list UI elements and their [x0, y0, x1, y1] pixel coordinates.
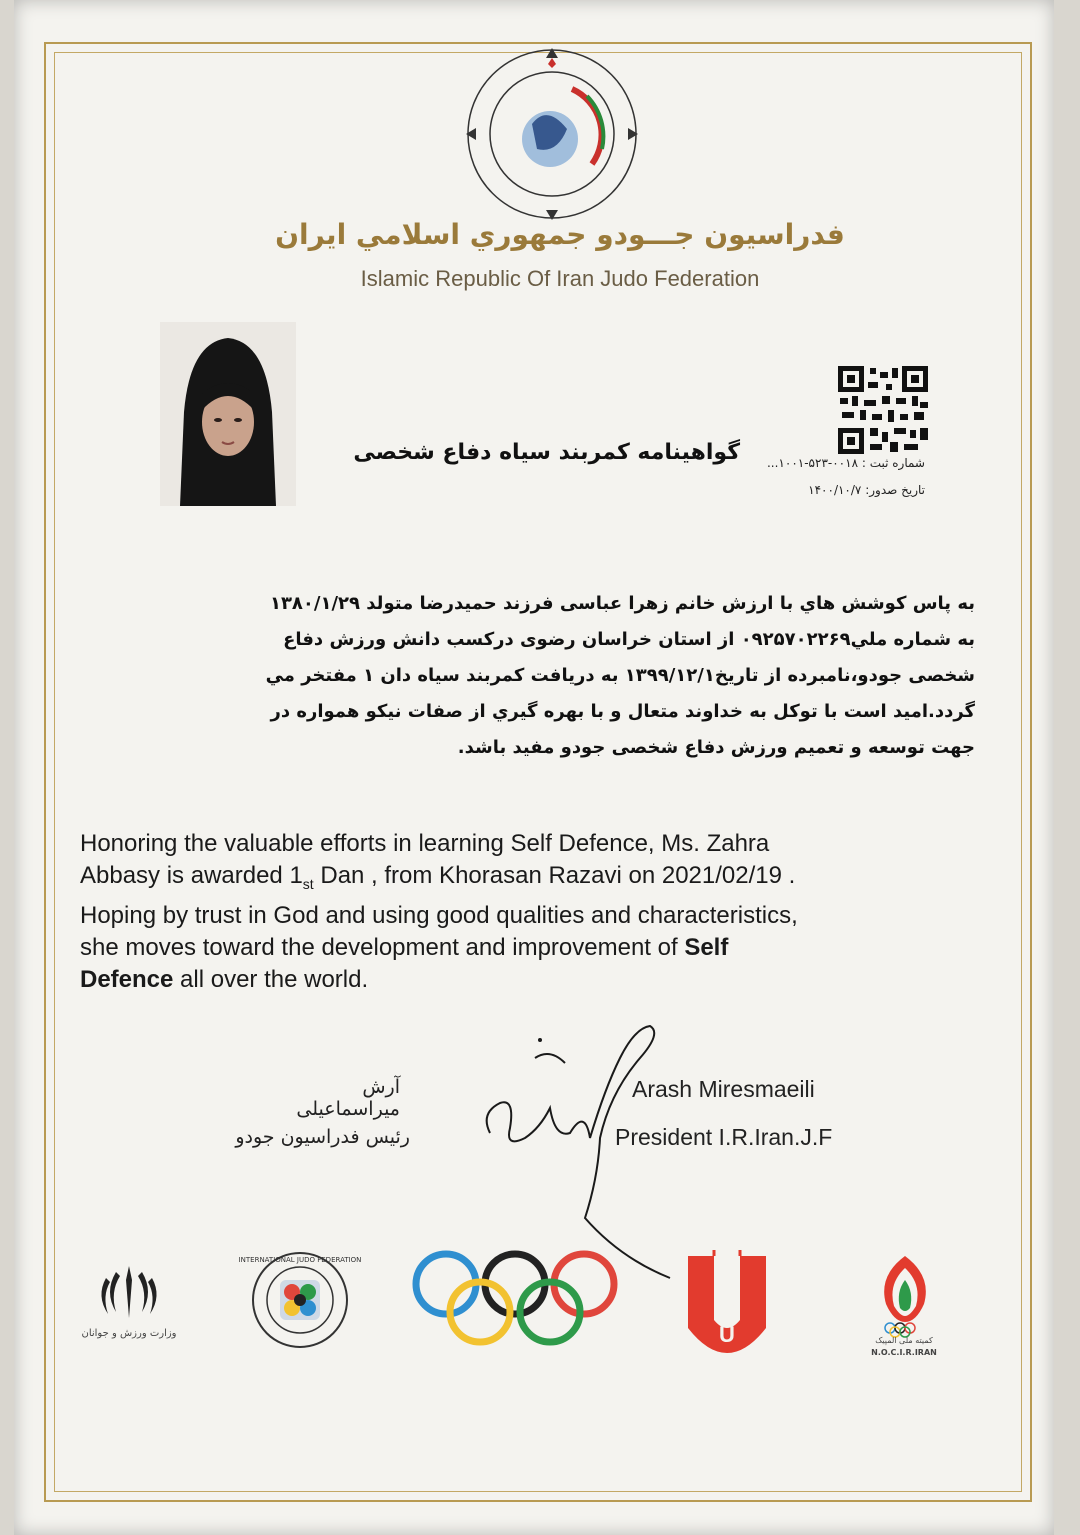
body-text-en [80, 828, 990, 996]
ministry-caption: وزارت ورزش و جوانان [81, 1328, 177, 1339]
issue-label: تاریخ صدور: [865, 483, 925, 497]
olympic-rings-icon [410, 1248, 620, 1348]
federation-name-fa: فدراسيون جـــودو جمهوري اسلامي ايران [275, 218, 845, 251]
body-fa-line: به پاس كوشش هاي با ارزش خانم زهرا عباسی فرزند حميدرضا متولد ۱۳۸۰/۱/۲۹ [269, 593, 975, 614]
body-en-line: Hoping by trust in God and using good qualities and characteristics, [80, 901, 798, 929]
iran-emblem-icon [96, 1262, 162, 1322]
signatory-name-en: Arash Miresmaeili [632, 1076, 815, 1102]
body-en-line [80, 932, 990, 964]
body-en-text: Dan , from Khorasan Razavi on 2021/02/19 . [313, 862, 796, 889]
registration-value: ۰۰۱۸-۵۲۳-۱۰۰۱... [766, 456, 859, 470]
body-en-text: all over the world. [173, 965, 369, 993]
issue-date [735, 483, 925, 497]
body-en-bold: Defence [80, 965, 174, 993]
body-text-fa [80, 586, 975, 766]
aju-letter-a: A [717, 1288, 737, 1318]
body-fa-line: شخصی جودو،نامبرده از تاريخ۱۳۹۹/۱۲/۱ به دريافت كمربند سياه دان ۱ مفتخر مي [265, 665, 975, 686]
body-en-line: Honoring the valuable efforts in learning Self Defence, Ms. Zahra [80, 830, 770, 857]
noc-caption-fa: کمیته ملی المپیک [875, 1336, 933, 1345]
body-fa-line: به شماره ملي۰۹۲۵۷۰۲۲۶۹ از استان خراسان رضوی دركسب دانش ورزش دفاع [283, 629, 975, 650]
qr-code-icon[interactable] [838, 366, 928, 454]
body-en-text: Abbasy is awarded 1 [80, 862, 303, 889]
aju-logo-icon [684, 1250, 770, 1360]
signatory-name-fa: آرش میراسماعیلی [296, 1076, 400, 1120]
body-en-line [80, 964, 990, 996]
issue-value: ۱۴۰۰/۱۰/۷ [808, 483, 862, 497]
noc-iran-logo-icon [870, 1254, 940, 1336]
body-en-text: she moves toward the development and improvement of [80, 933, 685, 961]
federation-seal-icon [462, 44, 642, 224]
certificate-title: گواهینامه کمربند سیاه دفاع شخصی [353, 440, 740, 465]
portrait-image [160, 322, 296, 506]
body-fa-line: گردد.اميد است با توكل به خداوند متعال و با بهره گيري از صفات نيكو همواره در [270, 701, 975, 722]
signatory-title-en: President I.R.Iran.J.F [615, 1124, 833, 1150]
federation-name-en: Islamic Republic Of Iran Judo Federation [360, 266, 760, 291]
noc-caption: N.O.C.I.R.IRAN [871, 1348, 937, 1357]
member-photo [160, 322, 296, 506]
aju-letter-u: U [719, 1322, 735, 1347]
registration-label: شماره ثبت : [861, 456, 925, 470]
registration-number [735, 456, 925, 470]
body-fa-line: جهت توسعه و تعميم ورزش دفاع شخصی جودو مفيد باشد. [457, 737, 975, 758]
body-en-bold: Self [684, 933, 729, 961]
body-en-line [80, 860, 990, 900]
ijf-ring-text: INTERNATIONAL JUDO FEDERATION [238, 1256, 362, 1264]
ijf-logo-icon [238, 1250, 362, 1350]
ordinal-suffix: st [302, 875, 314, 892]
signatory-title-fa: رئیس فدراسیون جودو [235, 1126, 410, 1148]
